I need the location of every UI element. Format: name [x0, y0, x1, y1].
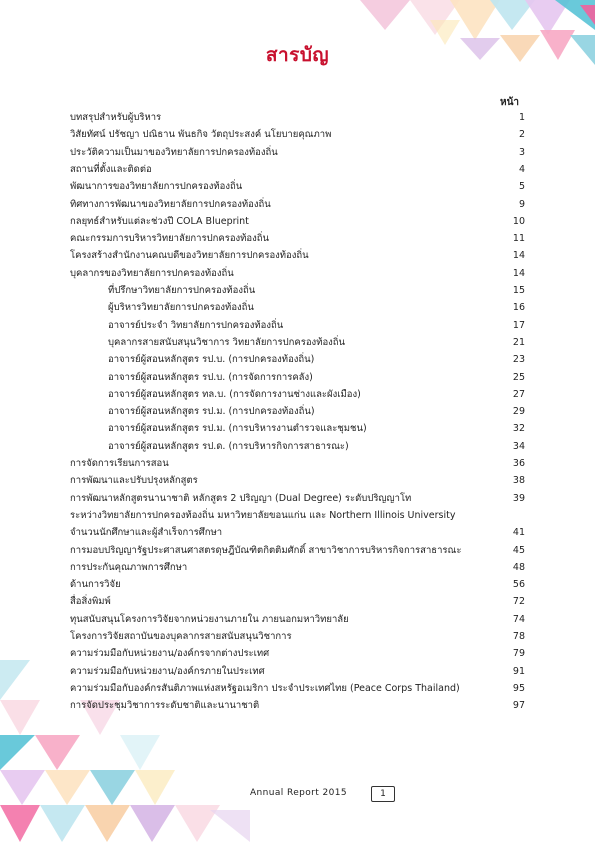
toc-entry-page: 72 — [512, 596, 525, 608]
toc-entry — [70, 664, 525, 680]
toc-entry-label: จำนวนนักศึกษาและผู้สำเร็จการศึกษา — [70, 527, 223, 539]
toc-entry — [70, 127, 525, 143]
toc-entry-label: ทิศทางการพัฒนาของวิทยาลัยการปกครองท้องถิ่น — [70, 198, 271, 210]
toc-entry-label: บทสรุปสำหรับผู้บริหาร — [70, 112, 162, 123]
toc-entry — [70, 387, 525, 403]
toc-entry-page: 39 — [512, 492, 525, 504]
toc-entry-label: ที่ปรึกษาวิทยาลัยการปกครองท้องถิ่น — [108, 285, 256, 296]
toc-entry — [70, 439, 525, 455]
toc-entry-label: บุคลากรของวิทยาลัยการปกครองท้องถิ่น — [70, 267, 234, 279]
toc-entry-label: สื่อสิ่งพิมพ์ — [70, 596, 111, 608]
toc-entry — [70, 404, 525, 420]
toc-entry — [70, 594, 525, 610]
toc-entry-page: 3 — [518, 146, 525, 158]
toc-entry-label: คณะกรรมการบริหารวิทยาลัยการปกครองท้องถิ่น — [70, 233, 270, 245]
toc-entry — [70, 335, 525, 351]
toc-entry-label: โครงการวิจัยสถาบันของบุคลากรสายสนับสนุนวิชาการ — [70, 631, 292, 642]
toc-entry — [70, 231, 525, 247]
toc-entry-label: บุคลากรสายสนับสนุนวิชาการ วิทยาลัยการปกครองท้องถิ่น — [108, 336, 346, 348]
toc-entry-page: 32 — [512, 423, 525, 435]
toc-entry — [70, 456, 525, 472]
page-number-box: 1 — [371, 786, 395, 802]
toc-entry-page: 4 — [518, 163, 525, 175]
toc-entry-page: 17 — [512, 319, 525, 331]
toc-entry-label: ด้านการวิจัย — [70, 579, 121, 591]
toc-entry-page: 91 — [512, 665, 525, 677]
toc-entry-label: การพัฒนาหลักสูตรนานาชาติ หลักสูตร 2 ปริญญา (Dual Degree) ระดับปริญญาโท — [70, 492, 412, 504]
toc-entry-page: 16 — [512, 302, 525, 314]
toc-entry — [70, 214, 525, 230]
toc-entry-label: การจัดการเรียนการสอน — [70, 458, 169, 469]
page-title: สารบัญ — [265, 44, 330, 66]
toc-entry-label: การพัฒนาและปรับปรุงหลักสูตร — [70, 475, 198, 487]
toc-entry — [70, 612, 525, 628]
toc-entry-page: 74 — [512, 613, 525, 625]
toc-entry-label: อาจารย์ผู้สอนหลักสูตร รป.ม. (การบริหารงานตำรวจและชุมชน) — [108, 423, 367, 435]
toc-entry-page: 45 — [512, 544, 525, 556]
toc-entry — [70, 283, 525, 299]
toc-entry-label: พัฒนาการของวิทยาลัยการปกครองท้องถิ่น — [70, 181, 243, 193]
toc-entry — [70, 698, 525, 714]
toc-entry-page: 36 — [512, 458, 525, 469]
toc-entry-label: ระหว่างวิทยาลัยการปกครองท้องถิ่น มหาวิทยาลัยขอนแก่น และ Northern Illinois University — [70, 509, 456, 521]
toc-entry-label: อาจารย์ประจำ วิทยาลัยการปกครองท้องถิ่น — [108, 319, 284, 331]
toc-entry-label: การมอบปริญญารัฐประศาสนศาสตรดุษฎีบัณฑิตกิตติมศักดิ์ สาขาวิชาการบริหารกิจการสาธารณะ — [70, 544, 462, 556]
toc-entry-page: 27 — [512, 388, 525, 400]
toc-entry-label: กลยุทธ์สำหรับแต่ละช่วงปี COLA Blueprint — [70, 215, 249, 227]
toc-entry-page: 14 — [512, 250, 525, 262]
toc-entry-page: 5 — [518, 181, 525, 193]
toc-entry-page: 21 — [512, 336, 525, 348]
footer-text: Annual Report 2015 — [250, 788, 347, 798]
toc-entry-label: อาจารย์ผู้สอนหลักสูตร รป.ม. (การปกครองท้องถิ่น) — [108, 406, 315, 418]
toc-entry-page: 38 — [512, 475, 525, 487]
toc-entry — [70, 162, 525, 178]
toc-entry-page: 2 — [518, 129, 525, 141]
page-column-header: หน้า — [500, 97, 520, 108]
toc-entry — [70, 179, 525, 195]
toc-entry-label: อาจารย์ผู้สอนหลักสูตร รป.บ. (การปกครองท้องถิ่น) — [108, 354, 315, 366]
toc-entry-label: อาจารย์ผู้สอนหลักสูตร ทล.บ. (การจัดการงานช่างและผังเมือง) — [108, 388, 361, 400]
toc-entry-label: ประวัติความเป็นมาของวิทยาลัยการปกครองท้องถิ่น — [70, 146, 278, 158]
toc-entry-label: การประกันคุณภาพการศึกษา — [70, 561, 188, 573]
toc-entry-page: 78 — [512, 631, 525, 642]
toc-entry-label: ความร่วมมือกับองค์กรสันติภาพแห่งสหรัฐอเมริกา ประจำประเทศไทย (Peace Corps Thailand) — [70, 682, 460, 694]
toc-entry — [70, 318, 525, 334]
toc-entry-page: 23 — [512, 354, 525, 366]
toc-entry — [70, 646, 525, 662]
toc-entry-label: วิสัยทัศน์ ปรัชญา ปณิธาน พันธกิจ วัตถุประสงค์ นโยบายคุณภาพ — [70, 129, 332, 141]
toc-entry — [70, 473, 525, 489]
toc-entry-page: 41 — [512, 527, 525, 539]
toc-entry — [70, 681, 525, 697]
toc-entry — [70, 543, 525, 559]
toc-entry-label: ผู้บริหารวิทยาลัยการปกครองท้องถิ่น — [108, 302, 254, 314]
toc-entry-label: การจัดประชุมวิชาการระดับชาติและนานาชาติ — [70, 700, 260, 712]
toc-entry-page: 97 — [512, 700, 525, 712]
toc-entry — [70, 370, 525, 386]
toc-entry-page: 79 — [512, 648, 525, 660]
toc-entry — [70, 248, 525, 264]
toc-entry-page: 15 — [512, 285, 525, 296]
toc-entry — [70, 491, 525, 507]
toc-entry-label: ความร่วมมือกับหน่วยงาน/องค์กรจากต่างประเทศ — [70, 648, 270, 660]
toc-entry — [70, 145, 525, 161]
toc-entry-label: ความร่วมมือกับหน่วยงาน/องค์กรภายในประเทศ — [70, 665, 265, 677]
toc-entry — [70, 577, 525, 593]
toc-entry-page: 14 — [512, 267, 525, 279]
toc-entry-label: ทุนสนับสนุนโครงการวิจัยจากหน่วยงานภายใน ภายนอกมหาวิทยาลัย — [70, 613, 349, 625]
toc-entry — [70, 197, 525, 213]
toc-entry — [70, 110, 525, 126]
toc-entry — [70, 508, 525, 524]
toc-entry-page: 10 — [512, 215, 525, 227]
toc-entry — [70, 352, 525, 368]
toc-entry — [70, 421, 525, 437]
toc-entry-label: อาจารย์ผู้สอนหลักสูตร รป.ด. (การบริหารกิจการสาธารณะ) — [108, 440, 349, 452]
toc-entry-page: 9 — [518, 198, 525, 210]
toc-entry-label: สถานที่ตั้งและติดต่อ — [70, 163, 152, 175]
toc-entry-page: 95 — [512, 682, 525, 694]
toc-entry-page: 34 — [512, 440, 525, 452]
toc-entry-page: 48 — [512, 561, 525, 573]
toc-entry — [70, 560, 525, 576]
toc-entry-label: โครงสร้างสำนักงานคณบดีของวิทยาลัยการปกครองท้องถิ่น — [70, 250, 309, 262]
toc-entry-page: 56 — [512, 579, 525, 591]
toc-entry — [70, 525, 525, 541]
toc-entry — [70, 266, 525, 282]
toc-entry — [70, 629, 525, 645]
toc-entry-page: 29 — [512, 406, 525, 418]
toc-entry-label: อาจารย์ผู้สอนหลักสูตร รป.บ. (การจัดการการคลัง) — [108, 371, 313, 383]
toc-entry-page: 25 — [512, 371, 525, 383]
toc-entry — [70, 300, 525, 316]
toc-entry-page: 1 — [518, 112, 525, 123]
toc-entry-page: 11 — [512, 233, 525, 245]
